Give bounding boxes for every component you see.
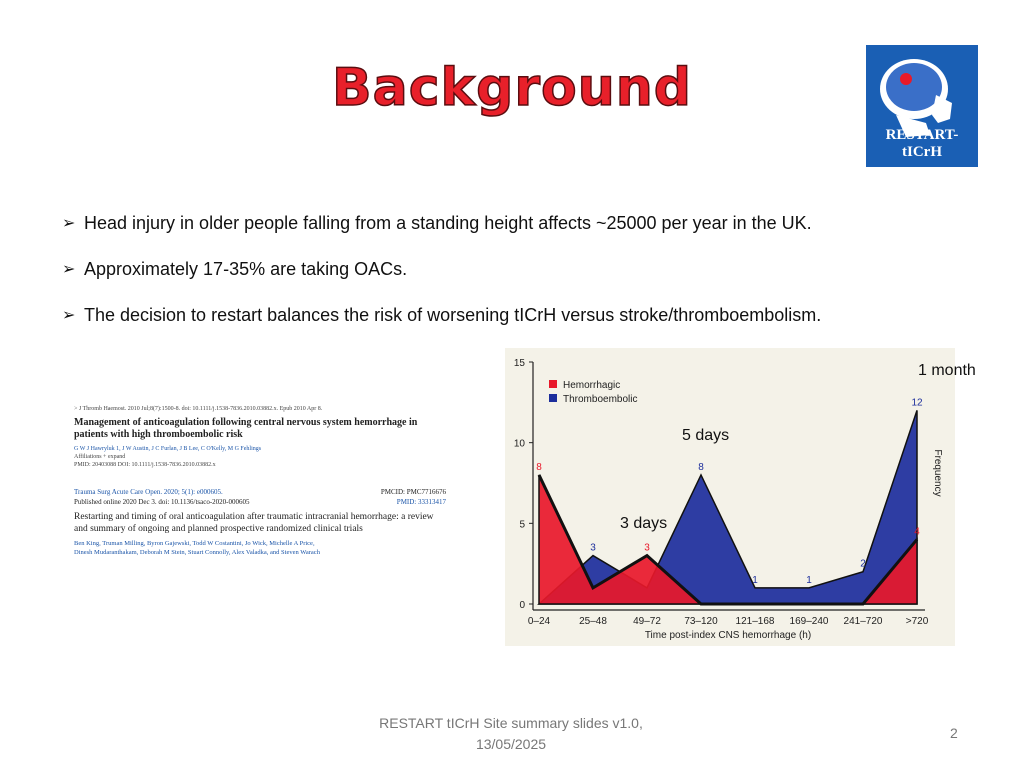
x-tick-label: 73–120 [684, 616, 718, 627]
legend-swatch-hemorrhagic [549, 380, 557, 388]
slide-title: Background [332, 58, 692, 118]
data-label: 1 [752, 574, 758, 586]
bullet-item [62, 254, 962, 284]
data-label: 8 [698, 461, 704, 473]
paper2-published: Published online 2020 Dec 3. doi: 10.1136/tsaco-2020-000605 [74, 498, 250, 506]
chart-svg [505, 348, 955, 646]
x-tick-label: 121–168 [735, 616, 775, 627]
bullet-list [62, 208, 962, 346]
paper-references [74, 405, 446, 620]
annotation-1-month: 1 month [918, 362, 976, 379]
x-tick-label: 25–48 [579, 616, 607, 627]
y-tick-label: 10 [513, 438, 525, 450]
y-tick-label: 5 [519, 519, 525, 531]
restart-logo [866, 45, 978, 167]
legend-label-hemorrhagic: Hemorrhagic [563, 380, 621, 391]
data-label: 12 [911, 397, 923, 409]
paper2-row1 [74, 487, 446, 497]
x-tick-label: 0–24 [527, 616, 551, 627]
paper1-title: Management of anticoagulation following central nervous system hemorrhage in patients with high thromboembolic risk [74, 417, 418, 440]
paper2-pmcid: PMCID: PMC7716676 [380, 488, 446, 496]
paper2-row2 [74, 497, 446, 507]
data-label: 1 [806, 574, 812, 586]
x-tick-label: 169–240 [789, 616, 829, 627]
annotation-3-days: 3 days [620, 515, 668, 532]
bullet-text: The decision to restart balances the risk of worsening tICrH versus stroke/thromboembolism. [84, 304, 822, 325]
paper2-journal[interactable]: Trauma Surg Acute Care Open. 2020; 5(1): e000605. [74, 488, 223, 496]
frequency-chart [505, 348, 955, 646]
legend-swatch-thromboembolic [549, 394, 557, 402]
data-label: 3 [644, 542, 650, 554]
data-label: 3 [590, 542, 596, 554]
paper1-ids: PMID: 20403088 DOI: 10.1111/j.1538-7836.2010.03882.x [74, 462, 216, 468]
arrow-bullet-icon: ➢ [62, 261, 76, 278]
x-tick-label: 49–72 [633, 616, 661, 627]
bullet-item [62, 300, 962, 330]
paper2-pmid[interactable]: PMID: 33313417 [396, 498, 446, 506]
legend-label-thromboembolic: Thromboembolic [563, 394, 638, 405]
paper1-authors[interactable]: G W J Hawryluk 1, J W Austin, J C Furlan, J B Lee, C O'Kelly, M G Fehlings [74, 446, 262, 452]
paper2-title: Restarting and timing of oral anticoagulation after traumatic intracranial hemorrhage: a review and summary of ongoing and planned prospective randomized clinical trials [74, 512, 434, 534]
paper2-authors-line1[interactable]: Ben King, Truman Milling, Byron Gajewski, Todd W Costantini, Jo Wick, Michelle A Price, [74, 540, 315, 547]
annotation-5-days: 5 days [682, 427, 730, 444]
y-tick-label: 15 [513, 358, 525, 369]
data-label: 4 [914, 526, 920, 538]
slide-footer: RESTART tICrH Site summary slides v1.0, 13/05/2025 [379, 715, 643, 752]
y-tick-label: 0 [519, 600, 525, 611]
paper2-authors-line2[interactable]: Dinesh Mudaranthakam, Deborah M Stein, Stuart Connolly, Alex Valadka, and Steven Warach [74, 549, 320, 556]
logo-text: RESTART-tICrH [885, 127, 959, 160]
y-axis-label: Frequency [932, 449, 943, 497]
bullet-text: Approximately 17-35% are taking OACs. [84, 258, 408, 279]
page-number: 2 [950, 725, 958, 741]
bullet-text: Head injury in older people falling from a standing height affects ~25000 per year in the UK. [84, 212, 812, 233]
arrow-bullet-icon: ➢ [62, 307, 76, 324]
x-axis-label: Time post-index CNS hemorrhage (h) [644, 630, 812, 641]
bullet-item [62, 208, 962, 238]
arrow-bullet-icon: ➢ [62, 215, 76, 232]
data-label: 2 [860, 558, 866, 570]
paper1-affiliations[interactable]: Affiliations + expand [74, 454, 126, 460]
x-tick-label: >720 [905, 616, 929, 627]
paper1-citation: > J Thromb Haemost. 2010 Jul;8(7):1500-8. doi: 10.1111/j.1538-7836.2010.03882.x. Epub 2010 Apr 8. [74, 406, 323, 412]
data-label: 8 [536, 461, 542, 473]
x-tick-label: 241–720 [843, 616, 883, 627]
